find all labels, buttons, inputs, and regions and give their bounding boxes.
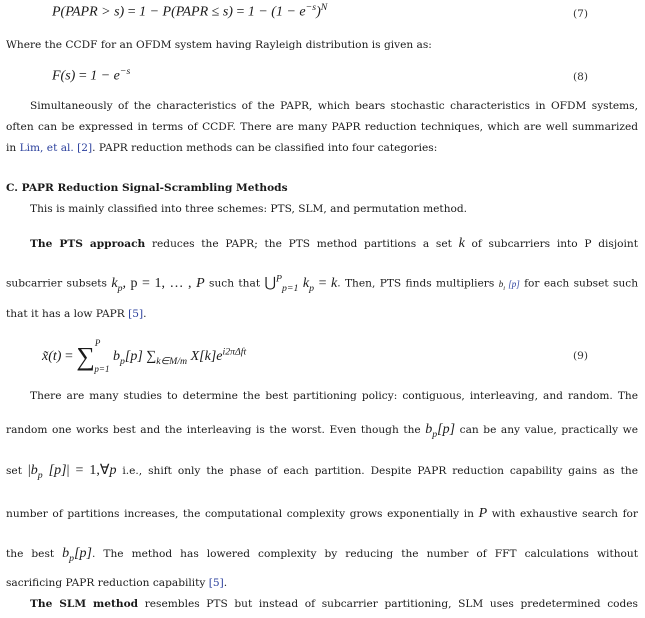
pts-line2: subcarrier subsets $k_p$, p = 1, … , P such that ⋃$^P_{p=1}$ $k_p = k$. Then, PTS finds multipliers $b_i$ [p] for each subset such [6, 273, 639, 294]
para2-line1: There are many studies to determine the best partitioning policy: contiguous, interleaving, and random. The [30, 390, 638, 402]
para1-line1: Simultaneously of the characteristics of the PAPR, which bears stochastic characteristics in OFDM systems, [30, 100, 638, 112]
section-c-heading: C. PAPR Reduction Signal-Scrambling Methods [6, 182, 288, 194]
section-c-intro: This is mainly classified into three schemes: PTS, SLM, and permutation method. [30, 203, 468, 215]
equation-9: x̃(t) = ∑$^P_{p=1}$ $b_p[p]$ $\sum_{k\in M/m}$ $X[k]e^{i2\pi\Delta ft}$ [42, 338, 247, 374]
citation-link-5b[interactable]: [5] [208, 577, 224, 589]
equation-7: P(PAPR > s) = 1 − P(PAPR ≤ $s) = 1 - (1 - e^{-s})^N$ [52, 2, 328, 20]
para2-line5: the best $b_p[p]$. The method has lowered complexity by reducing the number of FFT calculations without [6, 546, 638, 564]
equation-8: $F(s) = 1 - e^{-s}$ [52, 66, 131, 84]
para1-line3: in Lim, et al. [2]. PAPR reduction methods can be classified into four categories: [6, 142, 438, 154]
pts-approach-term: The PTS approach [30, 238, 146, 250]
pts-line3: that it has a low PAPR [5]. [6, 308, 147, 320]
slm-method-term: The SLM method [30, 598, 139, 610]
para2-line3: set $|b_p$ [p]| = 1,∀p i.e., shift only the phase of each partition. Despite PAPR reduction capability gains as the [6, 463, 638, 481]
citation-link-lim[interactable]: Lim, et al. [2] [19, 142, 93, 154]
equation-8-number: (8) [573, 71, 589, 83]
para1-line2: often can be expressed in terms of CCDF. There are many PAPR reduction techniques, which are well summarized [6, 121, 638, 133]
citation-link-5a[interactable]: [5] [128, 308, 144, 320]
equation-9-number: (9) [573, 350, 589, 362]
para2-line4: number of partitions increases, the computational complexity grows exponentially in P with exhaustive search for [6, 506, 638, 521]
pts-line1: The PTS approach reduces the PAPR; the PTS method partitions a set k of subcarriers into P disjoint [30, 236, 638, 251]
para2-line2: random one works best and the interleaving is the worst. Even though the $b_p[p]$ can be any value, practically we [6, 422, 639, 440]
equation-7-number: (7) [573, 8, 589, 20]
slm-line1: The SLM method resembles PTS but instead of subcarrier partitioning, SLM uses predetermined codes [30, 598, 638, 610]
ccdf-intro-text: Where the CCDF for an OFDM system having Rayleigh distribution is given as: [6, 39, 432, 51]
para2-line6: sacrificing PAPR reduction capability [5]. [6, 577, 228, 589]
